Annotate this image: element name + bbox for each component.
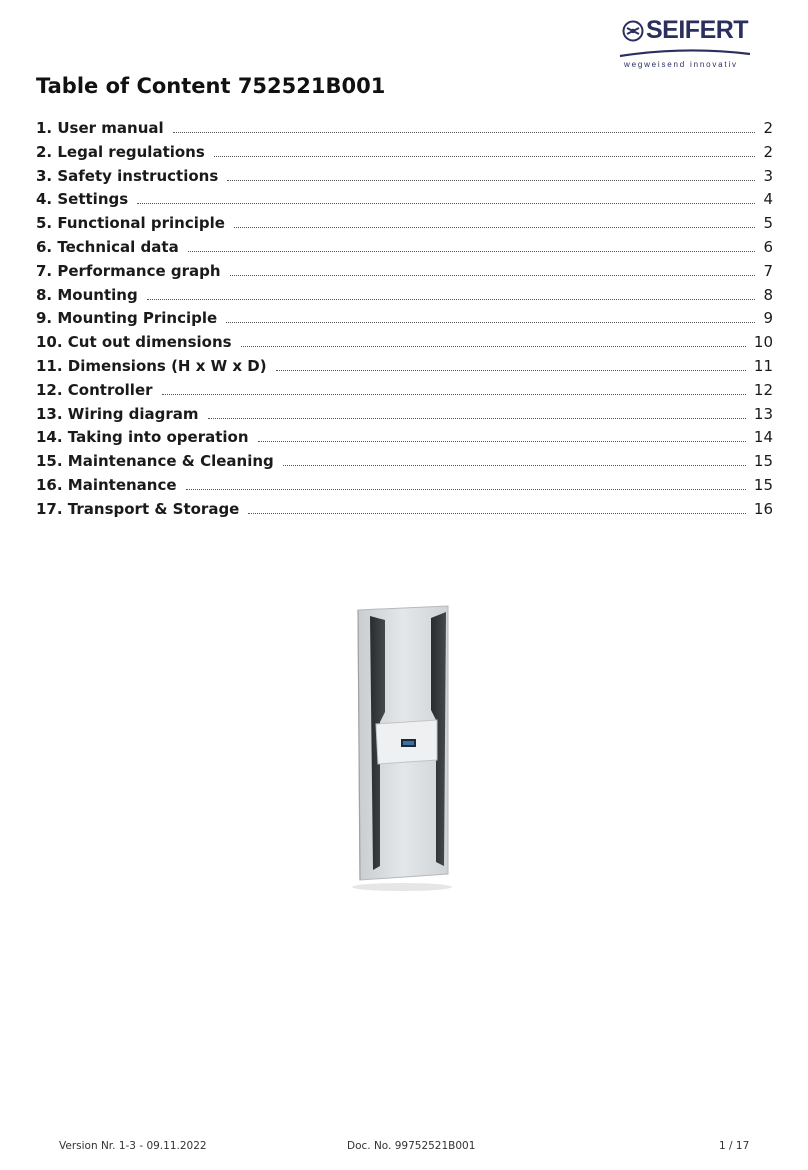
footer-doc-number: Doc. No. 99752521B001 [347, 1140, 476, 1152]
toc-entry-page: 9 [763, 309, 773, 328]
toc-entry[interactable] [36, 143, 773, 167]
toc-entry[interactable] [36, 309, 773, 333]
toc-entry[interactable] [36, 238, 773, 262]
toc-entry[interactable] [36, 381, 773, 405]
toc-entry[interactable] [36, 476, 773, 500]
table-of-contents [36, 119, 773, 524]
brand-swoosh [618, 48, 752, 58]
toc-entry[interactable] [36, 452, 773, 476]
toc-entry-page: 11 [753, 356, 773, 375]
toc-dot-leader [208, 418, 746, 419]
toc-dot-leader [283, 465, 746, 466]
footer-page-indicator: 1 / 17 [719, 1140, 750, 1152]
toc-entry-page: 2 [763, 119, 773, 137]
toc-dot-leader [248, 513, 746, 514]
toc-entry-label: 16. Maintenance [36, 475, 177, 494]
toc-entry[interactable] [36, 357, 773, 381]
toc-entry-label: 12. Controller [36, 380, 153, 399]
toc-entry-page: 4 [763, 190, 773, 209]
brand-logo [616, 14, 754, 68]
toc-dot-leader [214, 156, 756, 157]
toc-entry-page: 15 [753, 452, 773, 471]
toc-dot-leader [162, 394, 746, 395]
toc-entry[interactable] [36, 500, 773, 524]
toc-entry-page: 10 [753, 333, 773, 352]
toc-entry-page: 3 [763, 166, 773, 185]
toc-entry-label: 6. Technical data [36, 237, 179, 256]
toc-entry-label: 8. Mounting [36, 285, 138, 304]
toc-entry[interactable] [36, 119, 773, 143]
toc-entry-label: 13. Wiring diagram [36, 404, 199, 423]
toc-dot-leader [258, 441, 746, 442]
toc-entry-label: 3. Safety instructions [36, 166, 219, 185]
toc-entry-label: 11. Dimensions (H x W x D) [36, 356, 267, 375]
toc-entry-label: 15. Maintenance & Cleaning [36, 452, 274, 471]
toc-entry-page: 7 [763, 261, 773, 280]
toc-dot-leader [234, 227, 756, 228]
toc-entry-label: 1. User manual [36, 119, 164, 137]
toc-entry-label: 2. Legal regulations [36, 142, 205, 161]
toc-entry[interactable] [36, 167, 773, 191]
toc-entry[interactable] [36, 405, 773, 429]
toc-dot-leader [227, 180, 755, 181]
toc-entry-label: 9. Mounting Principle [36, 309, 218, 328]
toc-entry[interactable] [36, 214, 773, 238]
toc-entry-label: 14. Taking into operation [36, 428, 249, 447]
toc-entry-page: 15 [753, 475, 773, 494]
toc-entry-page: 12 [753, 380, 773, 399]
toc-entry-page: 8 [763, 285, 773, 304]
toc-entry-label: 4. Settings [36, 190, 129, 209]
toc-entry[interactable] [36, 333, 773, 357]
toc-entry-label: 7. Performance graph [36, 261, 221, 280]
toc-dot-leader [173, 132, 756, 133]
toc-entry-label: 10. Cut out dimensions [36, 333, 232, 352]
toc-dot-leader [186, 489, 746, 490]
toc-entry[interactable] [36, 190, 773, 214]
footer-version: Version Nr. 1-3 - 09.11.2022 [59, 1140, 207, 1152]
toc-entry-page: 2 [763, 142, 773, 161]
toc-entry[interactable] [36, 428, 773, 452]
toc-dot-leader [147, 299, 756, 300]
toc-dot-leader [188, 251, 756, 252]
seifert-emblem-icon [622, 20, 644, 42]
toc-entry[interactable] [36, 286, 773, 310]
toc-entry-page: 14 [753, 428, 773, 447]
page-title: Table of Content 752521B001 [36, 74, 386, 98]
toc-entry-page: 6 [763, 237, 773, 256]
toc-dot-leader [230, 275, 756, 276]
toc-entry-page: 16 [753, 499, 773, 518]
product-image-cooling-unit [340, 604, 470, 894]
toc-dot-leader [226, 322, 755, 323]
toc-entry-label: 5. Functional principle [36, 214, 225, 233]
brand-name: SEIFERT [646, 16, 749, 44]
toc-dot-leader [276, 370, 746, 371]
toc-entry-label: 17. Transport & Storage [36, 499, 240, 518]
toc-dot-leader [241, 346, 746, 347]
toc-entry-page: 5 [763, 214, 773, 233]
toc-dot-leader [137, 203, 755, 204]
brand-tagline: wegweisend innovativ [624, 60, 738, 69]
toc-entry[interactable] [36, 262, 773, 286]
toc-entry-page: 13 [753, 404, 773, 423]
